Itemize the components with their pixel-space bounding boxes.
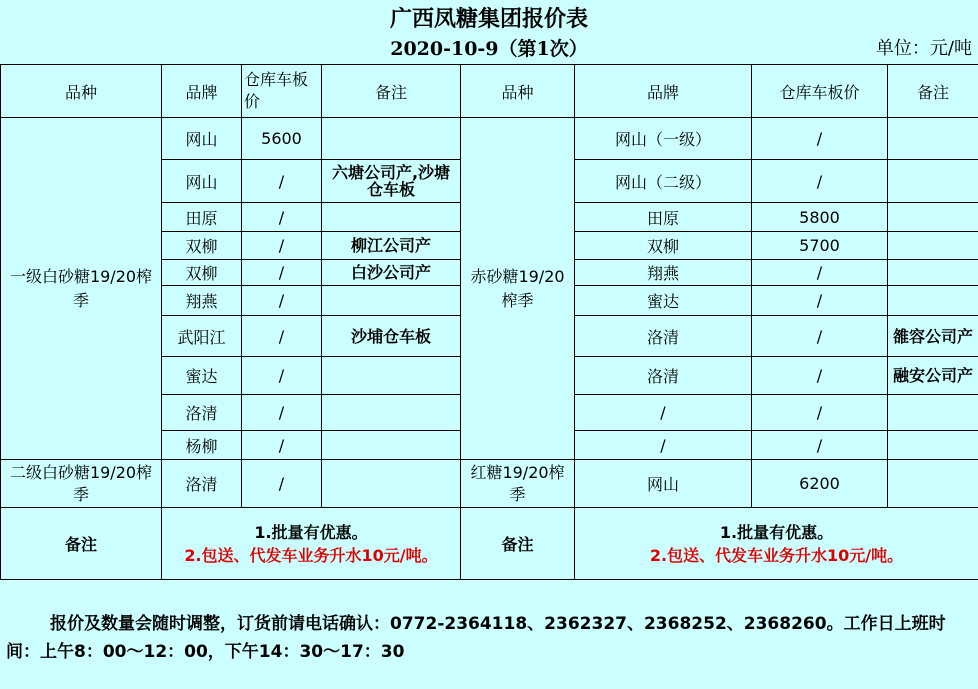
note-cell (888, 203, 978, 232)
note-cell (322, 357, 461, 395)
price-cell: / (752, 260, 888, 286)
table-row (1, 118, 978, 160)
header-price-right: 仓库车板价 (752, 65, 888, 118)
note-cell: 融安公司产 (888, 357, 978, 395)
header-brand-left: 品牌 (162, 65, 242, 118)
brand-cell: / (575, 395, 752, 431)
brand-cell: 双柳 (162, 232, 242, 260)
price-cell: / (752, 316, 888, 357)
brand-cell: 网山 (162, 160, 242, 203)
brand-cell: 洛清 (162, 395, 242, 431)
price-cell: / (242, 395, 322, 431)
price-cell: 5700 (752, 232, 888, 260)
note-cell (888, 395, 978, 431)
brand-cell: 田原 (575, 203, 752, 232)
note-cell: 六塘公司产,沙塘仓车板 (322, 160, 461, 203)
price-cell: / (752, 431, 888, 460)
price-cell: / (242, 431, 322, 460)
remarks-label-left: 备注 (1, 508, 162, 580)
header-category-right: 品种 (461, 65, 575, 118)
price-cell: / (242, 460, 322, 508)
category-cell: 红糖19/20榨季 (461, 460, 575, 508)
unit-label: 单位：元/吨 (875, 38, 972, 59)
brand-cell: 洛清 (575, 357, 752, 395)
brand-cell: 网山（二级） (575, 160, 752, 203)
note-cell (322, 395, 461, 431)
note-cell (888, 431, 978, 460)
note-cell (322, 286, 461, 316)
price-cell: / (242, 203, 322, 232)
price-cell: / (242, 160, 322, 203)
price-table (0, 64, 978, 580)
price-cell: / (752, 160, 888, 203)
remarks-text-left (162, 508, 461, 580)
note-cell (322, 431, 461, 460)
note-cell (322, 118, 461, 160)
brand-cell: 双柳 (162, 260, 242, 286)
brand-cell: 网山 (575, 460, 752, 508)
note-cell (888, 160, 978, 203)
price-cell: 5800 (752, 203, 888, 232)
brand-cell: 蜜达 (162, 357, 242, 395)
brand-cell: 洛清 (575, 316, 752, 357)
brand-cell: 田原 (162, 203, 242, 232)
brand-cell: 翔燕 (162, 286, 242, 316)
brand-cell: 洛清 (162, 460, 242, 508)
header-row (1, 65, 978, 118)
header-note-left: 备注 (322, 65, 461, 118)
price-cell: / (242, 260, 322, 286)
note-cell (888, 260, 978, 286)
price-cell: 6200 (752, 460, 888, 508)
header-note-right: 备注 (888, 65, 978, 118)
note-cell (322, 460, 461, 508)
brand-cell: / (575, 431, 752, 460)
price-cell: / (242, 232, 322, 260)
note-cell (888, 232, 978, 260)
brand-cell: 网山 (162, 118, 242, 160)
price-cell: / (752, 395, 888, 431)
remark-line-2: 2.包送、代发车业务升水10元/吨。 (649, 545, 904, 565)
price-cell: / (752, 118, 888, 160)
table-row (1, 460, 978, 508)
footer-note: 报价及数量会随时调整，订货前请电话确认：0772-2364118、2362327、2368252、2368260。工作日上班时间：上午8：00～12：00，下午14：30～17：30 (6, 614, 946, 662)
note-cell: 白沙公司产 (322, 260, 461, 286)
brand-cell: 武阳江 (162, 316, 242, 357)
note-cell (888, 118, 978, 160)
price-cell: 5600 (242, 118, 322, 160)
note-cell: 沙埔仓车板 (322, 316, 461, 357)
category-cell: 二级白砂糖19/20榨季 (1, 460, 162, 508)
brand-cell: 蜜达 (575, 286, 752, 316)
brand-cell: 网山（一级） (575, 118, 752, 160)
note-cell (888, 460, 978, 508)
remark-line-2: 2.包送、代发车业务升水10元/吨。 (184, 545, 438, 565)
price-cell: / (242, 286, 322, 316)
category-cell: 赤砂糖19/20榨季 (461, 118, 575, 460)
brand-cell: 双柳 (575, 232, 752, 260)
price-cell: / (242, 357, 322, 395)
brand-cell: 杨柳 (162, 431, 242, 460)
price-cell: / (752, 357, 888, 395)
category-cell: 一级白砂糖19/20榨季 (1, 118, 162, 460)
price-cell: / (752, 286, 888, 316)
header-brand-right: 品牌 (575, 65, 752, 118)
header-category-left: 品种 (1, 65, 162, 118)
brand-cell: 翔燕 (575, 260, 752, 286)
remarks-text-right (575, 508, 978, 580)
quote-date: 2020-10-9（第1次） (390, 38, 588, 60)
remark-line-1: 1.批量有优惠。 (254, 522, 368, 542)
remark-line-1: 1.批量有优惠。 (719, 522, 834, 542)
page-title: 广西凤糖集团报价表 (389, 6, 588, 32)
price-cell: / (242, 316, 322, 357)
header-price-left: 仓库车板价 (242, 65, 322, 118)
remarks-row (1, 508, 978, 580)
note-cell (888, 286, 978, 316)
note-cell: 柳江公司产 (322, 232, 461, 260)
note-cell: 雒容公司产 (888, 316, 978, 357)
remarks-label-right: 备注 (461, 508, 575, 580)
note-cell (322, 203, 461, 232)
